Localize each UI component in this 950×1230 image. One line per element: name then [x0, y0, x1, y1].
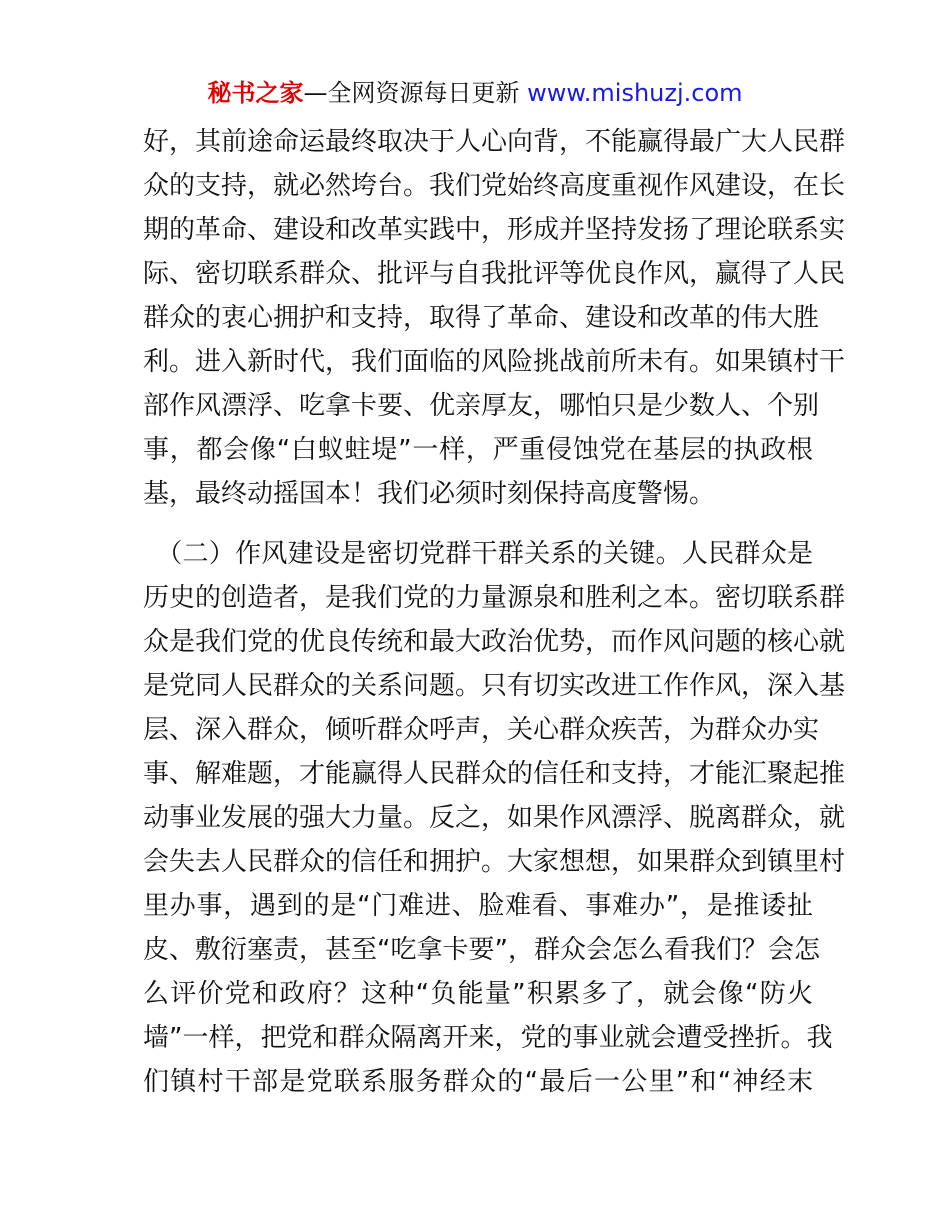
paragraph-1	[143, 120, 846, 516]
paragraph-line: 里办事，遇到的是“门难进、脸难看、事难办”，是推诿扯	[143, 891, 813, 921]
body-text	[143, 120, 846, 1104]
paragraph-line: 部作风漂浮、吃拿卡要、优亲厚友，哪怕只是少数人、个别	[143, 391, 820, 421]
paragraph-line: 么评价党和政府？这种“负能量”积累多了，就会像“防火	[143, 979, 813, 1009]
header-url-link[interactable]: www.mishuzj.com	[527, 79, 743, 107]
paragraph-line: 动事业发展的强大力量。反之，如果作风漂浮、脱离群众，就	[143, 803, 846, 833]
paragraph-line: 会失去人民群众的信任和拥护。大家想想，如果群众到镇里村	[143, 847, 846, 877]
paragraph-line: （二）作风建设是密切党群干群关系的关键。人民群众是	[143, 539, 813, 569]
paragraph-line: 众是我们党的优良传统和最大政治优势，而作风问题的核心就	[143, 627, 846, 657]
paragraph-line: 利。进入新时代，我们面临的风险挑战前所未有。如果镇村干	[143, 347, 846, 377]
page-header	[0, 76, 950, 110]
paragraph-line: 际、密切联系群众、批评与自我批评等优良作风，赢得了人民	[143, 259, 846, 289]
header-brand: 秘书之家	[207, 79, 304, 107]
paragraph-2	[143, 532, 846, 1104]
paragraph-line: 期的革命、建设和改革实践中，形成并坚持发扬了理论联系实	[143, 215, 846, 245]
paragraph-line: 事，都会像“白蚁蛀堤”一样，严重侵蚀党在基层的执政根	[143, 435, 813, 465]
paragraph-line: 基，最终动摇国本！我们必须时刻保持高度警惕。	[143, 479, 716, 509]
paragraph-line: 历史的创造者，是我们党的力量源泉和胜利之本。密切联系群	[143, 583, 846, 613]
header-tagline: —全网资源每日更新	[303, 79, 528, 107]
paragraph-line: 群众的衷心拥护和支持，取得了革命、建设和改革的伟大胜	[143, 303, 820, 333]
paragraph-line: 是党同人民群众的关系问题。只有切实改进工作作风，深入基	[143, 671, 846, 701]
paragraph-line: 们镇村干部是党联系服务群众的“最后一公里”和“神经末	[143, 1067, 813, 1097]
paragraph-spacer	[143, 516, 813, 532]
paragraph-line: 墙”一样，把党和群众隔离开来，党的事业就会遭受挫折。我	[143, 1023, 833, 1053]
paragraph-line: 好，其前途命运最终取决于人心向背，不能赢得最广大人民群	[143, 127, 846, 157]
paragraph-line: 众的支持，就必然垮台。我们党始终高度重视作风建设，在长	[143, 171, 846, 201]
paragraph-line: 层、深入群众，倾听群众呼声，关心群众疾苦，为群众办实	[143, 715, 820, 745]
paragraph-line: 事、解难题，才能赢得人民群众的信任和支持，才能汇聚起推	[143, 759, 846, 789]
paragraph-line: 皮、敷衍塞责，甚至“吃拿卡要”，群众会怎么看我们？会怎	[143, 935, 820, 965]
